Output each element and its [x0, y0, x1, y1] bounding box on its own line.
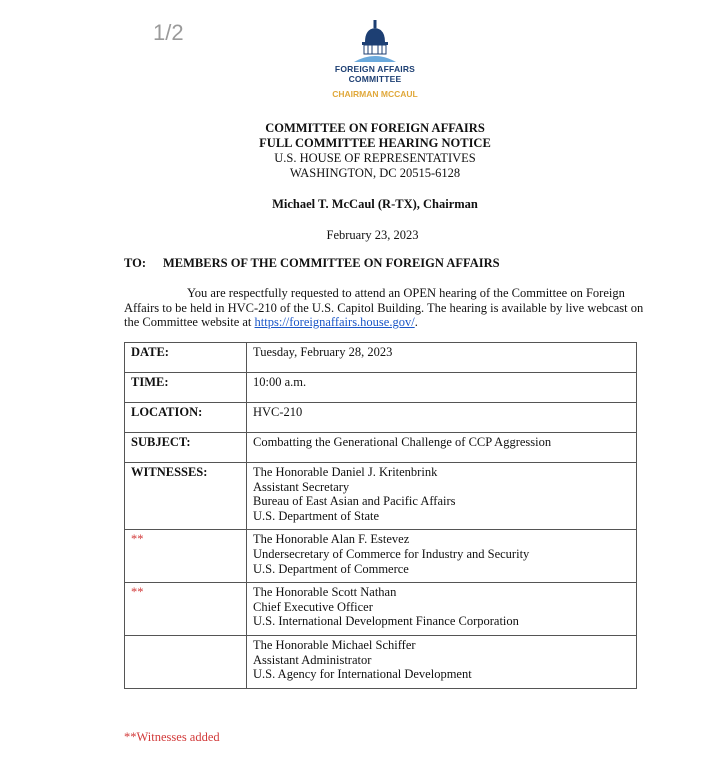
logo-line-1: FOREIGN AFFAIRS: [334, 64, 416, 74]
header-house: U.S. HOUSE OF REPRESENTATIVES: [274, 151, 476, 165]
table-row-witness-1: [125, 463, 637, 530]
witness-1-department: U.S. Department of State: [253, 508, 380, 523]
intro-text: You are respectfully requested to attend an OPEN hearing of the Committee on Foreign Affairs to be held in HVC-210 of the U.S. Capitol Building. The hearing is available by live webcast on the Committee website at: [124, 286, 644, 329]
table-row-date: [125, 343, 637, 373]
intro-paragraph: [124, 286, 644, 330]
location-value: HVC-210: [247, 403, 637, 433]
witness-1: [247, 463, 637, 530]
witness-1-title: Assistant Secretary: [253, 479, 350, 494]
to-recipients: MEMBERS OF THE COMMITTEE ON FOREIGN AFFAIRS: [163, 256, 500, 270]
logo-line-3: CHAIRMAN MCCAUL: [332, 89, 418, 99]
witness-2: [247, 530, 637, 583]
witness-3: [247, 583, 637, 636]
header-committee: COMMITTEE ON FOREIGN AFFAIRS: [265, 121, 485, 135]
witness-3-title: Chief Executive Officer: [253, 599, 373, 614]
table-row-witness-3: [125, 583, 637, 636]
capitol-dome-icon: [352, 20, 398, 64]
table-row-time: [125, 373, 637, 403]
notice-date: February 23, 2023: [326, 228, 419, 242]
committee-logo: [325, 20, 425, 99]
subject-label: SUBJECT:: [125, 433, 247, 463]
chairman-line: Michael T. McCaul (R-TX), Chairman: [272, 197, 478, 211]
witness-4-org: U.S. Agency for International Development: [253, 667, 472, 682]
witness-3-org: U.S. International Development Finance Corporation: [253, 614, 519, 629]
witnesses-label: WITNESSES:: [125, 463, 247, 530]
witness-2-org: U.S. Department of Commerce: [253, 561, 409, 576]
witness-3-added-marker: **: [131, 585, 144, 600]
document-header: [0, 121, 720, 181]
location-label: LOCATION:: [125, 403, 247, 433]
committee-website-link[interactable]: https://foreignaffairs.house.gov/: [254, 315, 415, 329]
to-label: TO:: [124, 256, 146, 270]
logo-line-2: COMMITTEE: [348, 74, 402, 84]
witness-2-marker-cell: [125, 530, 247, 583]
witness-1-org: Bureau of East Asian and Pacific Affairs: [253, 494, 456, 509]
table-row-witness-2: [125, 530, 637, 583]
date-value: Tuesday, February 28, 2023: [247, 343, 637, 373]
intro-end: .: [414, 315, 418, 329]
to-line: [124, 256, 500, 271]
time-value: 10:00 a.m.: [247, 373, 637, 403]
table-row-subject: [125, 433, 637, 463]
table-row-location: [125, 403, 637, 433]
witnesses-added-footnote: **Witnesses added: [124, 730, 220, 744]
page-counter: 1/2: [153, 20, 184, 45]
witness-4-marker-cell: [125, 635, 247, 688]
witness-2-name: The Honorable Alan F. Estevez: [253, 532, 410, 547]
witness-4-name: The Honorable Michael Schiffer: [253, 637, 416, 652]
subject-value: Combatting the Generational Challenge of CCP Aggression: [247, 433, 637, 463]
header-address: WASHINGTON, DC 20515-6128: [289, 166, 461, 180]
witness-4: [247, 635, 637, 688]
witness-3-marker-cell: [125, 583, 247, 636]
witness-4-title: Assistant Administrator: [253, 652, 372, 667]
header-notice-type: FULL COMMITTEE HEARING NOTICE: [259, 136, 491, 150]
table-row-witness-4: [125, 635, 637, 688]
date-label: DATE:: [125, 343, 247, 373]
witness-2-title: Undersecretary of Commerce for Industry and Security: [253, 546, 530, 561]
witness-1-name: The Honorable Daniel J. Kritenbrink: [253, 465, 438, 479]
hearing-details-table: [124, 342, 637, 689]
witness-2-added-marker: **: [131, 532, 144, 547]
witness-3-name: The Honorable Scott Nathan: [253, 585, 397, 600]
time-label: TIME:: [125, 373, 247, 403]
